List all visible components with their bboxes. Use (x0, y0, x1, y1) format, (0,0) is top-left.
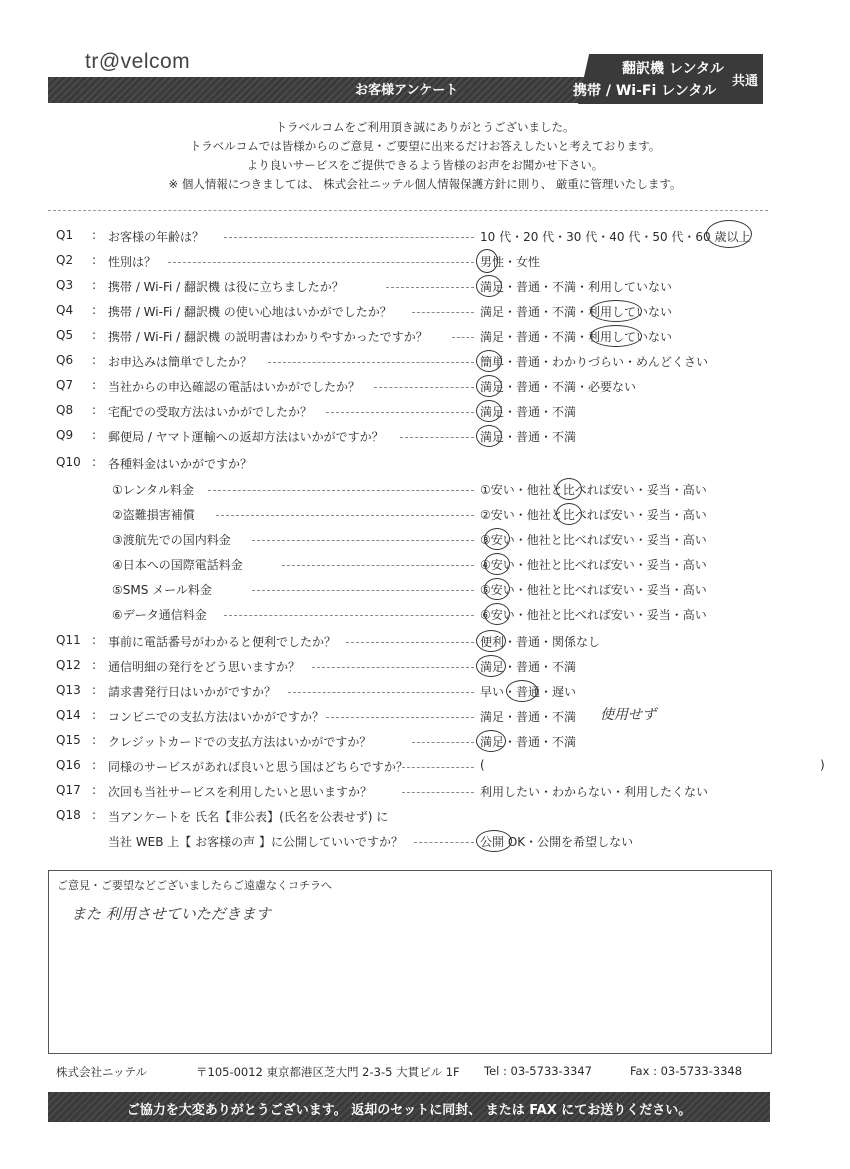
answer-circle (556, 503, 582, 525)
question-number: Q3 (56, 278, 74, 292)
answer-options[interactable]: ②安い・他社と比べれば安い・妥当・高い (480, 508, 707, 522)
footer-tel: Tel : 03-5733-3347 (484, 1064, 592, 1078)
answer-options[interactable]: ①安い・他社と比べれば安い・妥当・高い (480, 483, 707, 497)
q10-item-label: ①レンタル料金 (112, 483, 194, 497)
q10-item-label: ④日本への国際電話料金 (112, 558, 243, 572)
question-row: Q11 : 事前に電話番号がわかると便利でしたか？ 便利・普通・関係なし (56, 633, 601, 649)
answer-options[interactable]: 満足・普通・不満 (480, 405, 577, 419)
answer-options[interactable]: 満足・普通・不満 (480, 735, 577, 749)
answer-circle (476, 400, 502, 422)
answer-circle (476, 730, 506, 752)
answer-circle (590, 325, 642, 347)
header-badge-line1: 翻訳機 レンタル (622, 61, 724, 77)
intro-line: ※ 個人情報につきましては、 株式会社ニッテル個人情報保護方針に則り、 厳重に管理いたします。 (168, 177, 682, 191)
answer-options[interactable]: 満足・普通・不満・利用していない (480, 280, 673, 294)
question-number: Q12 (56, 658, 81, 672)
answer-circle (590, 300, 642, 322)
answer-circle (484, 578, 510, 600)
answer-options[interactable]: 便利・普通・関係なし (480, 635, 601, 649)
question-text: お申込みは簡単でしたか？ (108, 355, 253, 369)
question-number: Q18 (56, 808, 81, 822)
question-number: Q13 (56, 683, 81, 697)
answer-circle (484, 553, 510, 575)
answer-circle (476, 350, 502, 372)
question-text: 郵便局 / ヤマト運輸への返却方法はいかがですか？ (108, 430, 384, 444)
question-text: 当社 WEB 上【 お客様の声 】に公開していいですか？ (108, 835, 403, 849)
question-row: Q12 : 通信明細の発行をどう思いますか？ 満足・普通・不満 (56, 658, 577, 674)
q10-item (56, 531, 776, 551)
question-row (56, 833, 776, 853)
dotted-divider (48, 210, 768, 211)
question-row: Q1 : お客様の年齢は？ 10 代・20 代・30 代・40 代・50 代・60 歳以上 (56, 228, 751, 244)
q10-item (56, 581, 776, 601)
question-text: クレジットカードでの支払方法はいかがですか？ (108, 735, 372, 749)
question-text: 宅配での受取方法はいかがでしたか？ (108, 405, 313, 419)
answer-options[interactable]: 簡単・普通・わかりづらい・めんどくさい (480, 355, 709, 369)
question-number: Q2 (56, 253, 74, 267)
question-number: Q7 (56, 378, 74, 392)
question-number: Q10 (56, 455, 81, 469)
header-badge-common: 共通 (732, 74, 759, 89)
answer-options[interactable]: 公開 OK・公開を希望しない (480, 835, 634, 849)
answer-options[interactable]: 男性・女性 (480, 255, 541, 269)
question-row: Q17 : 次回も当社サービスを利用したいと思いますか？ 利用したい・わからない・利用したくない (56, 783, 709, 799)
answer-options[interactable]: 満足・普通・不満 (480, 430, 577, 444)
answer-options[interactable]: 満足・普通・不満・利用していない (480, 330, 673, 344)
question-row: Q13 : 請求書発行日はいかがですか？ 早い・普通・遅い (56, 683, 577, 699)
answer-options[interactable]: ( (480, 758, 485, 772)
question-number: Q9 (56, 428, 74, 442)
question-row: Q15 : クレジットカードでの支払方法はいかがですか？ 満足・普通・不満 (56, 733, 577, 749)
question-row: Q18 : 当アンケートを 氏名【非公表】(氏名を公表せず) に (56, 808, 389, 824)
bottom-banner-text: ご協力を大変ありがとうございます。 返却のセットに同封、 または FAX にてお送りください。 (126, 1103, 692, 1118)
question-row: Q14 : コンビニでの支払方法はいかがですか？ 満足・普通・不満 (56, 708, 577, 724)
question-text: 性別は？ (108, 255, 157, 269)
answer-options[interactable]: ⑤安い・他社と比べれば安い・妥当・高い (480, 583, 707, 597)
question-row: Q8 : 宅配での受取方法はいかがでしたか？ 満足・普通・不満 (56, 403, 577, 419)
question-number: Q16 (56, 758, 81, 772)
answer-options[interactable]: ③安い・他社と比べれば安い・妥当・高い (480, 533, 707, 547)
answer-circle (506, 680, 538, 702)
comment-label: ご意見・ご要望などございましたらご遠慮なくコチラへ (57, 879, 332, 892)
question-text: 同様のサービスがあれば良いと思う国はどちらですか？ (108, 760, 408, 774)
answer-circle (556, 478, 582, 500)
answer-options[interactable]: 満足・普通・不満・必要ない (480, 380, 637, 394)
travelcom-logo: tr@velcom (85, 50, 191, 73)
footer-fax: Fax : 03-5733-3348 (630, 1064, 743, 1078)
footer-company: 株式会社ニッテル (56, 1065, 147, 1079)
question-number: Q1 (56, 228, 74, 242)
question-text: 携帯 / Wi-Fi / 翻訳機 の説明書はわかりやすかったですか？ (108, 330, 428, 344)
answer-options[interactable]: 満足・普通・不満 (480, 710, 577, 724)
q10-item (56, 481, 776, 501)
header-badge-line2: 携帯 / Wi-Fi レンタル (573, 83, 717, 99)
question-text: 請求書発行日はいかがですか？ (108, 685, 277, 699)
intro-line: より良いサービスをご提供できるよう皆様のお声をお聞かせ下さい。 (246, 158, 604, 172)
answer-options[interactable]: ⑥安い・他社と比べれば安い・妥当・高い (480, 608, 707, 622)
question-number: Q14 (56, 708, 81, 722)
question-row: Q10 : 各種料金はいかがですか？ (56, 455, 253, 471)
q16-close-paren: ) (820, 758, 825, 772)
answer-circle (476, 630, 506, 652)
answer-circle (476, 830, 512, 852)
q10-item (56, 506, 776, 526)
question-number: Q5 (56, 328, 74, 342)
intro-line: トラベルコムでは皆様からのご意見・ご要望に出来るだけお答えしたいと考えております。 (189, 139, 661, 153)
question-number: Q8 (56, 403, 74, 417)
q10-item-label: ⑥データ通信料金 (112, 608, 207, 622)
comment-box[interactable] (48, 870, 772, 1054)
answer-circle (476, 425, 502, 447)
question-text: 次回も当社サービスを利用したいと思いますか？ (108, 785, 373, 799)
answer-options[interactable]: 満足・普通・不満 (480, 660, 577, 674)
answer-circle (476, 375, 502, 397)
answer-options[interactable]: 早い・普通・遅い (480, 685, 577, 699)
question-row: Q5 : 携帯 / Wi-Fi / 翻訳機 の説明書はわかりやすかったですか？ 満足・普通・不満・利用していない (56, 328, 673, 344)
q10-item (56, 606, 776, 626)
answer-circle (476, 655, 506, 677)
answer-circle (484, 603, 510, 625)
handwritten-comment: また 利用させていただきます (71, 905, 271, 923)
answer-options[interactable]: ④安い・他社と比べれば安い・妥当・高い (480, 558, 707, 572)
page-title: お客様アンケート (355, 83, 459, 98)
question-text: コンビニでの支払方法はいかがですか？ (108, 710, 325, 724)
answer-circle (706, 220, 752, 248)
question-text: 各種料金はいかがですか？ (108, 457, 253, 471)
answer-circle (484, 528, 510, 550)
question-number: Q4 (56, 303, 74, 317)
question-number: Q11 (56, 633, 81, 647)
question-text: 通信明細の発行をどう思いますか？ (108, 660, 301, 674)
question-number: Q17 (56, 783, 81, 797)
question-row: Q3 : 携帯 / Wi-Fi / 翻訳機 は役に立ちましたか？ 満足・普通・不満・利用していない (56, 278, 673, 294)
answer-options[interactable]: 満足・普通・不満・利用していない (480, 305, 673, 319)
answer-circle (476, 249, 498, 273)
question-row: Q6 : お申込みは簡単でしたか？ 簡単・普通・わかりづらい・めんどくさい (56, 353, 709, 369)
question-number: Q15 (56, 733, 81, 747)
answer-circle (476, 275, 502, 297)
question-number: Q6 (56, 353, 74, 367)
answer-options[interactable]: 利用したい・わからない・利用したくない (480, 785, 709, 799)
footer-address: 〒105-0012 東京都港区芝大門 2-3-5 大貫ビル 1F (196, 1065, 460, 1079)
question-text: 携帯 / Wi-Fi / 翻訳機 は役に立ちましたか？ (108, 280, 344, 294)
handwritten-q14-note: 使用せず (600, 707, 656, 723)
question-text: 携帯 / Wi-Fi / 翻訳機 の使い心地はいかがでしたか？ (108, 305, 392, 319)
question-row: Q2 : 性別は？ 男性・女性 (56, 253, 541, 269)
question-row: Q4 : 携帯 / Wi-Fi / 翻訳機 の使い心地はいかがでしたか？ 満足・普通・不満・利用していない (56, 303, 673, 319)
q10-item-label: ②盗難損害補償 (112, 508, 195, 522)
answer-options[interactable]: 10 代・20 代・30 代・40 代・50 代・60 歳以上 (480, 230, 751, 244)
q10-item (56, 556, 776, 576)
question-text: 当社からの申込確認の電話はいかがでしたか？ (108, 380, 361, 394)
question-text: 当アンケートを 氏名【非公表】(氏名を公表せず) に (108, 810, 389, 824)
q10-item-label: ⑤SMS メール料金 (112, 583, 212, 597)
q10-item-label: ③渡航先での国内料金 (112, 533, 231, 547)
question-text: お客様の年齢は？ (108, 230, 205, 244)
intro-text (60, 118, 790, 194)
question-text: 事前に電話番号がわかると便利でしたか？ (108, 635, 337, 649)
intro-line: トラベルコムをご利用頂き誠にありがとうございました。 (275, 120, 575, 134)
question-row: Q7 : 当社からの申込確認の電話はいかがでしたか？ 満足・普通・不満・必要ない (56, 378, 637, 394)
question-row: Q16 : 同様のサービスがあれば良いと思う国はどちらですか？ ( ) (56, 758, 825, 774)
question-row: Q9 : 郵便局 / ヤマト運輸への返却方法はいかがですか？ 満足・普通・不満 (56, 428, 577, 444)
